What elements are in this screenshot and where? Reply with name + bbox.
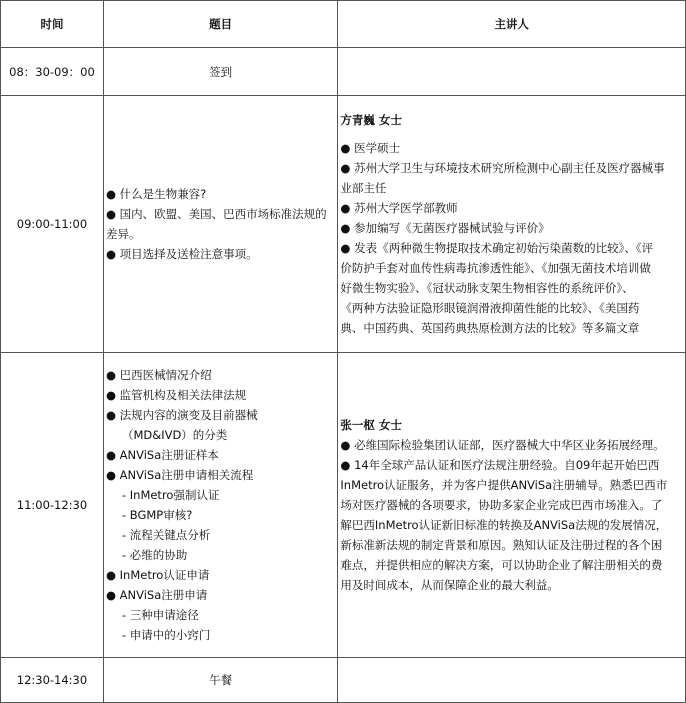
topic-item: ● ANViSa注册申请 [105,588,208,602]
speaker-bio-line: ● 医学硕士 [340,141,401,155]
speaker-bio-line: InMetro认证服务，并为客户提供ANViSa注册辅导。熟悉巴西市 [340,478,668,492]
topic-subitem: - 必维的协助 [121,548,188,562]
topic-subitem: - InMetro强制认证 [121,488,220,502]
topic-item: ● 法规内容的演变及目前器械 [105,408,258,422]
speaker-bio-line: ● 苏州大学医学部教师 [340,201,458,215]
speaker-bio-line: 用及时间成本，从而保障企业的最大利益。 [340,578,559,592]
speaker-cell [338,48,686,96]
speaker-bio-line: ● 参加编写《无菌医疗器械试验与评价》 [340,221,550,235]
topic-item: 差异。 [105,227,141,241]
table-row [1,658,686,703]
table-row [1,353,686,658]
topic-cell [103,96,337,353]
topic-item: （MD&IVD）的分类 [121,428,228,442]
speaker-bio-line: ● 必维国际检验集团认证部，医疗器械大中华区业务拓展经理。 [340,438,665,452]
speaker-cell [338,658,686,703]
topic-subitem: - 申请中的小窍门 [121,628,211,642]
speaker-bio-line: ● 14年全球产品认证和医疗法规注册经验。自09年起开始巴西 [340,458,660,472]
time-cell: 12:30-14:30 [1,658,104,703]
speaker-bio-line: 《两种方法验证隐形眼镜润滑液抑菌性能的比较》、《美国药 [340,301,640,315]
speaker-cell [338,353,686,658]
time-cell: 08：30-09：00 [1,48,104,96]
speaker-bio-line: ● 发表《两种微生物提取技术确定初始污染菌数的比较》、《评 [340,241,654,255]
topic-subitem: - BGMP审核? [121,508,193,522]
topic-cell: 午餐 [103,658,337,703]
topic-item: ● 国内、欧盟、美国、巴西市场标准法规的 [105,207,327,221]
topic-item: ● 巴西医械情况介绍 [105,368,212,382]
speaker-bio-line: 业部主任 [340,181,387,195]
topic-item: ● 监管机构及相关法律法规 [105,388,247,402]
topic-cell: 签到 [103,48,337,96]
speaker-name: 方青巍 女士 [340,113,402,127]
speaker-bio-line: 解巴西InMetro认证新旧标准的转换及ANViSa法规的发展情况， [340,518,668,532]
header-speaker: 主讲人 [338,1,686,48]
header-topic: 题目 [103,1,337,48]
topic-cell [103,353,337,658]
time-cell: 09:00-11:00 [1,96,104,353]
table-row [1,48,686,96]
header-row [1,1,686,48]
topic-item: ● 项目选择及送检注意事项。 [105,247,258,261]
speaker-bio-line: 难点，并提供相应的解决方案，可以协助企业了解注册相关的费 [340,558,663,572]
table-row [1,96,686,353]
topic-subitem: - 三种申请途径 [121,608,199,622]
speaker-bio-line: 新标准新法规的制定背景和原因。熟知认证及注册过程的各个困 [340,538,663,552]
speaker-bio-line: 价防护手套对血传性病毒抗渗透性能》、《加强无菌技术培训做 [340,261,651,275]
topic-item: ● ANViSa注册证样本 [105,448,219,462]
topic-item: ● ANViSa注册申请相关流程 [105,468,254,482]
time-cell: 11:00-12:30 [1,353,104,658]
header-time: 时间 [1,1,104,48]
topic-item: ● InMetro认证申请 [105,568,210,582]
speaker-name: 张一枢 女士 [340,418,402,432]
speaker-bio-line: 好微生物实验》、《冠状动脉支架生物相容性的系统评价》、 [340,281,634,295]
speaker-cell [338,96,686,353]
topic-item: ● 什么是生物兼容? [105,187,207,201]
topic-subitem: - 流程关键点分析 [121,528,211,542]
speaker-bio-line: 场对医疗器械的各项要求，协助多家企业完成巴西市场准入。了 [340,498,663,512]
speaker-bio-line: 典、中国药典、英国药典热原检测方法的比较》等多篇文章 [340,321,640,335]
speaker-bio-line: ● 苏州大学卫生与环境技术研究所检测中心副主任及医疗器械事 [340,161,665,175]
